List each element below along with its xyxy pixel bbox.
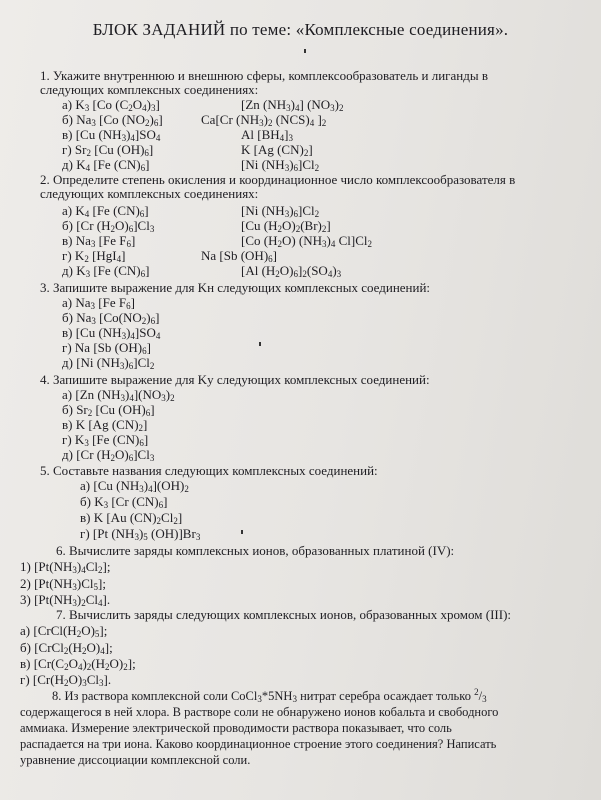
- task7-item-a: а) $[CrCl(H_2O)_5]$;: [20, 623, 108, 639]
- page-title: БЛОК ЗАДАНИЙ по теме: «Комплексные соединения».: [92, 20, 509, 39]
- task7-item-v: в) $[Cr(C_2O_4)_2(H_2O)_2]$;: [20, 656, 136, 672]
- task5-item-v: в) K [Au $(CN)_2Cl_2$]: [80, 510, 183, 526]
- task4-item-d: д) [Cr $(H_2O)_6]Cl_3$: [62, 447, 155, 463]
- task4-item-v: в) K [Ag $(CN)_2$]: [62, 417, 148, 433]
- task8-line3: аммиака. Измерение электрической проводимости раствора показывает, что соль: [20, 721, 452, 735]
- task5-heading: 5. Составьте названия следующих комплексных соединений:: [40, 463, 378, 478]
- task2-item-g: г) $K_2$ [HgI$_4$]: [62, 248, 126, 264]
- task7-item-b: б) $[CrCl_2(H_2O)_4]$;: [20, 640, 113, 656]
- task3-item-v: в) [Cu $(NH_3)_4]SO_4$: [62, 325, 161, 341]
- task5-item-b: б) $K_3$ [Cr $(CN)_6$]: [80, 494, 168, 510]
- task1-item-v: в) [Cu $(NH_3)_4]SO_4$: [62, 127, 161, 143]
- task4-item-b: б) $Sr_2$ [Cu $(OH)_6$]: [62, 402, 155, 418]
- task2-item-g-2: Na [Sb $(OH)_6$]: [201, 248, 277, 264]
- task5-item-g: г) [Pt $(NH_3)_5$ $(OH)]Br_3$: [80, 526, 201, 542]
- task3-item-d: д) [Ni $(NH_3)_6]Cl_2$: [62, 355, 155, 371]
- ink-mark: [304, 49, 306, 53]
- ink-mark: [259, 342, 261, 346]
- task1-heading-line1: 1. Укажите внутреннюю и внешнюю сферы, комплексообразователь и лиганды в: [40, 68, 488, 83]
- task1-item-d: д) $K_4$ [Fe $(CN)_6$]: [62, 157, 150, 173]
- task6-item-3: 3) $[Pt(NH_3)_2Cl_4]$.: [20, 592, 111, 608]
- task1-item-v-2: Al $[BH_4]_3$: [241, 127, 293, 143]
- task1-item-b-2: Ca[Cr $(NH_3)_2$ $(NCS)_4$ ]$_2$: [201, 112, 327, 128]
- task3-heading: 3. Запишите выражение для Kн следующих комплексных соединений:: [40, 280, 431, 295]
- task5-item-a: а) [Cu $(NH_3)_4](OH)_2$: [80, 478, 189, 494]
- task1-item-a: а) $K_3$ [Co $(C_2O_4)_3$]: [62, 97, 160, 113]
- ink-mark: [241, 530, 243, 534]
- task2-item-b-2: [Cu $(H_2O)_2(Br)_2$]: [241, 218, 331, 234]
- task4-item-a: а) [Zn $(NH_3)_4](NO_3)_2$: [62, 387, 175, 403]
- task3-item-b: б) $Na_3$ $[Co(NO_2)_6]$: [62, 310, 160, 326]
- task2-item-b: б) [Cr $(H_2O)_6]Cl_3$: [62, 218, 155, 234]
- task2-item-d: д) $K_3$ [Fe $(CN)_6$]: [62, 263, 150, 279]
- task2-item-v-2: [Co $(H_2O)$ $(NH_3)_4$ $Cl]Cl_2$: [241, 233, 373, 249]
- task1-item-d-2: [Ni $(NH_3)_6]Cl_2$: [241, 157, 320, 173]
- task1-item-a-2: [Zn $(NH_3)_4$] $(NO_3)_2$: [241, 97, 344, 113]
- task4-item-g: г) $K_3$ [Fe $(CN)_6$]: [62, 432, 149, 448]
- task2-item-a-2: [Ni $(NH_3)_6]Cl_2$: [241, 203, 320, 219]
- task6-item-1: 1) $[Pt(NH_3)_4Cl_2]$;: [20, 559, 111, 575]
- task8-line5: уравнение диссоциации комплексной соли.: [20, 753, 251, 767]
- task2-item-v: в) $Na_3$ [Fe $F_6$]: [62, 233, 136, 249]
- task7-heading: 7. Вычислить заряды следующих комплексных ионов, образованных хромом (III):: [56, 607, 512, 622]
- task8-line2: содержащегося в ней хлора. В растворе соли не обнаружено ионов кобальта и свободного: [20, 705, 499, 719]
- task1-heading-line2: следующих комплексных соединениях:: [40, 82, 259, 97]
- task8-line1: 8. Из раствора комплексной соли $CoCl_3*5NH_3$ нитрат серебра осаждает только $^2/_3$: [52, 686, 487, 704]
- task1-item-g-2: K [Ag $(CN)_2$]: [241, 142, 313, 158]
- task3-item-g: г) Na [Sb $(OH)_6$]: [62, 340, 151, 356]
- task1-item-g: г) $Sr_2$ [Cu $(OH)_6$]: [62, 142, 154, 158]
- task6-heading: 6. Вычислите заряды комплексных ионов, образованных платиной (IV):: [56, 543, 455, 558]
- task2-item-a: а) $K_4$ [Fe $(CN)_6$]: [62, 203, 149, 219]
- task4-heading: 4. Запишите выражение для Kу следующих комплексных соединений:: [40, 372, 430, 387]
- task3-item-a: а) $Na_3$ [Fe $F_6$]: [62, 295, 135, 311]
- task2-item-d-2: [Al $(H_2O)_6]_2(SO_4)_3$: [241, 263, 342, 279]
- task6-item-2: 2) $[Pt(NH_3)Cl_5]$;: [20, 576, 106, 592]
- task2-heading-line2: следующих комплексных соединениях:: [40, 186, 259, 201]
- task7-item-g: г) $[Cr(H_2O)_3Cl_3]$.: [20, 672, 112, 688]
- task8-line4: распадается на три иона. Каково координационное строение этого соединения? Написать: [20, 737, 497, 751]
- task1-item-b: б) $Na_3$ [Co $(NO_2)_6$]: [62, 112, 163, 128]
- task2-heading-line1: 2. Определите степень окисления и координационное число комплексообразователя в: [40, 172, 516, 187]
